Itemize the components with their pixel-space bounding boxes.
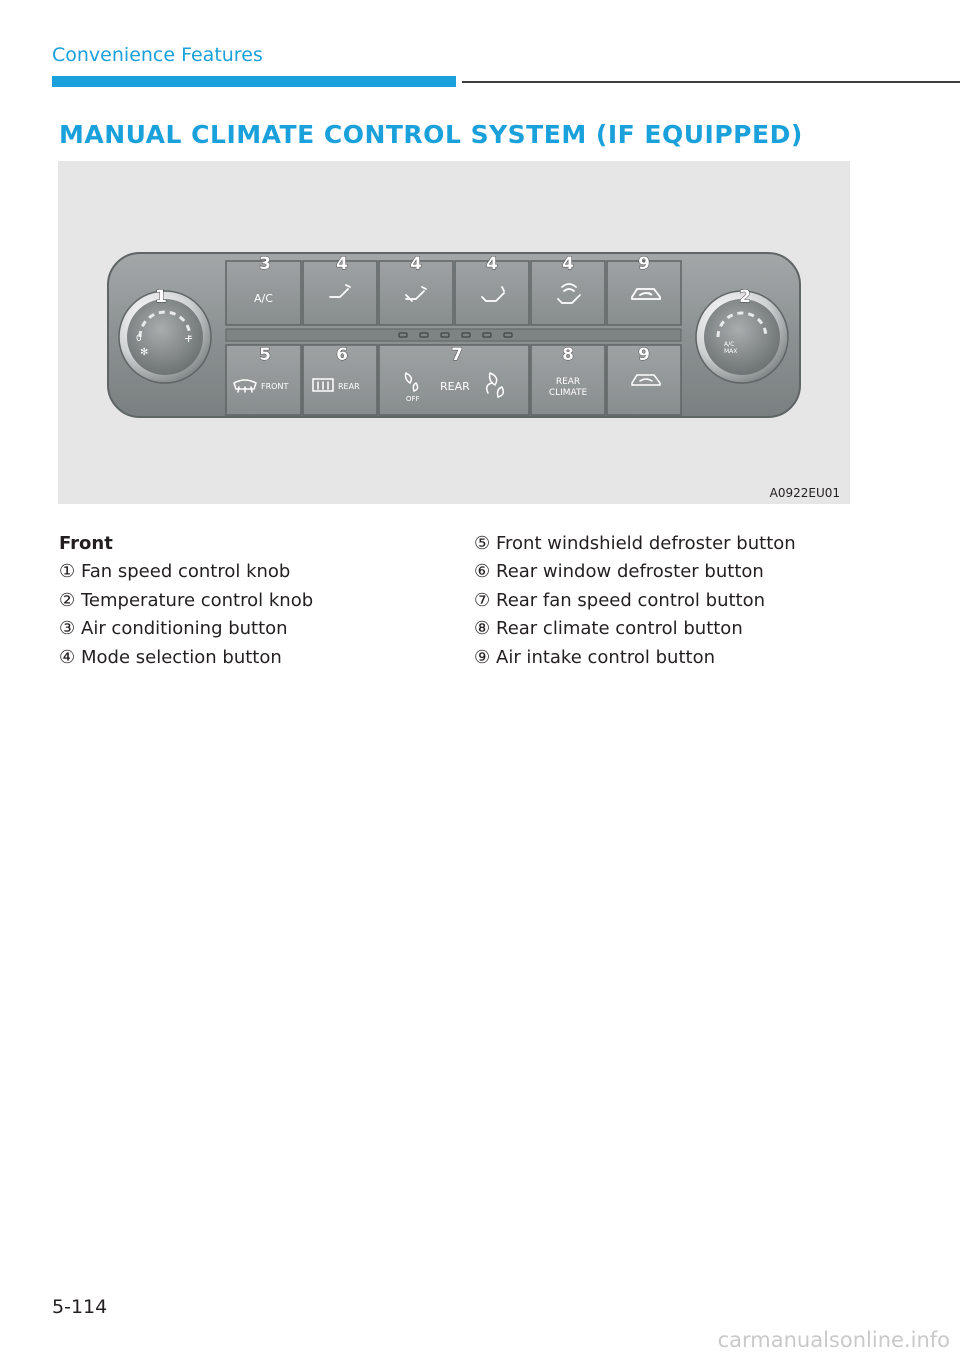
section-title: MANUAL CLIMATE CONTROL SYSTEM (IF EQUIPPED) bbox=[59, 120, 803, 149]
front-defrost-label: FRONT bbox=[261, 382, 289, 391]
fan-knob-zero-label: 0 bbox=[136, 334, 142, 344]
ac-max-label-2: MAX bbox=[724, 348, 738, 355]
callout-9a: 9 bbox=[638, 254, 650, 274]
figure-code: A0922EU01 bbox=[769, 486, 840, 500]
legend-number: ⑦ bbox=[474, 589, 491, 611]
legend-item bbox=[474, 615, 796, 643]
legend-number: ① bbox=[59, 561, 76, 583]
legend-item bbox=[59, 615, 313, 643]
callout-4d: 4 bbox=[562, 254, 574, 274]
legend-left-column bbox=[59, 530, 313, 672]
legend-item bbox=[474, 587, 796, 615]
top-button-row bbox=[226, 261, 681, 325]
legend-text: Air conditioning button bbox=[81, 618, 288, 640]
legend-number: ④ bbox=[59, 646, 76, 668]
legend-item bbox=[59, 644, 313, 672]
climate-panel-figure bbox=[58, 161, 850, 504]
rear-defrost-label: REAR bbox=[338, 382, 360, 391]
callout-3: 3 bbox=[259, 254, 271, 274]
legend-number: ③ bbox=[59, 618, 76, 640]
legend-item bbox=[474, 644, 796, 672]
legend-text: Air intake control button bbox=[496, 646, 715, 668]
fan-knob-plus-label: + bbox=[184, 332, 194, 345]
callout-2: 2 bbox=[739, 287, 751, 307]
page-number: 5-114 bbox=[52, 1296, 108, 1318]
legend-text: Rear fan speed control button bbox=[496, 589, 766, 611]
legend-number: ⑧ bbox=[474, 618, 491, 640]
legend-number: ⑤ bbox=[474, 533, 491, 554]
legend-item bbox=[474, 530, 796, 558]
rear-fan-off-label: OFF bbox=[406, 395, 420, 403]
legend-text: Rear climate control button bbox=[496, 618, 743, 640]
legend-right-column bbox=[474, 530, 796, 672]
legend-text: Fan speed control knob bbox=[81, 561, 291, 583]
rear-fan-label: REAR bbox=[440, 380, 470, 393]
ac-max-label-1: A/C bbox=[724, 341, 735, 348]
legend-text: Mode selection button bbox=[81, 646, 282, 668]
legend-text: Rear window defroster button bbox=[496, 561, 764, 583]
rear-climate-label-1: REAR bbox=[555, 377, 581, 387]
legend-number: ② bbox=[59, 589, 76, 611]
chapter-title: Convenience Features bbox=[52, 44, 263, 66]
header-rule bbox=[462, 81, 960, 83]
callout-4b: 4 bbox=[410, 254, 422, 274]
legend-text: Front windshield defroster button bbox=[496, 533, 796, 554]
callout-8: 8 bbox=[562, 345, 574, 365]
legend-item bbox=[474, 558, 796, 586]
callout-4a: 4 bbox=[336, 254, 348, 274]
ac-button-label: A/C bbox=[254, 292, 273, 305]
callout-6: 6 bbox=[336, 345, 348, 365]
header-rule-accent bbox=[52, 76, 456, 87]
indicator-strip bbox=[226, 329, 681, 341]
callout-4c: 4 bbox=[486, 254, 498, 274]
legend-heading: Front bbox=[59, 533, 113, 554]
callout-5: 5 bbox=[259, 345, 271, 365]
legend-number: ⑥ bbox=[474, 561, 491, 583]
legend-item bbox=[59, 587, 313, 615]
watermark: carmanualsonline.info bbox=[717, 1328, 950, 1352]
callout-1: 1 bbox=[155, 287, 167, 307]
rear-climate-label-2: CLIMATE bbox=[548, 388, 588, 398]
callout-9b: 9 bbox=[638, 345, 650, 365]
climate-panel-illustration bbox=[58, 161, 850, 504]
callout-7: 7 bbox=[451, 345, 463, 365]
fan-icon: ✻ bbox=[140, 347, 149, 358]
legend-number: ⑨ bbox=[474, 646, 491, 668]
legend-text: Temperature control knob bbox=[81, 589, 314, 611]
legend-item bbox=[59, 558, 313, 586]
